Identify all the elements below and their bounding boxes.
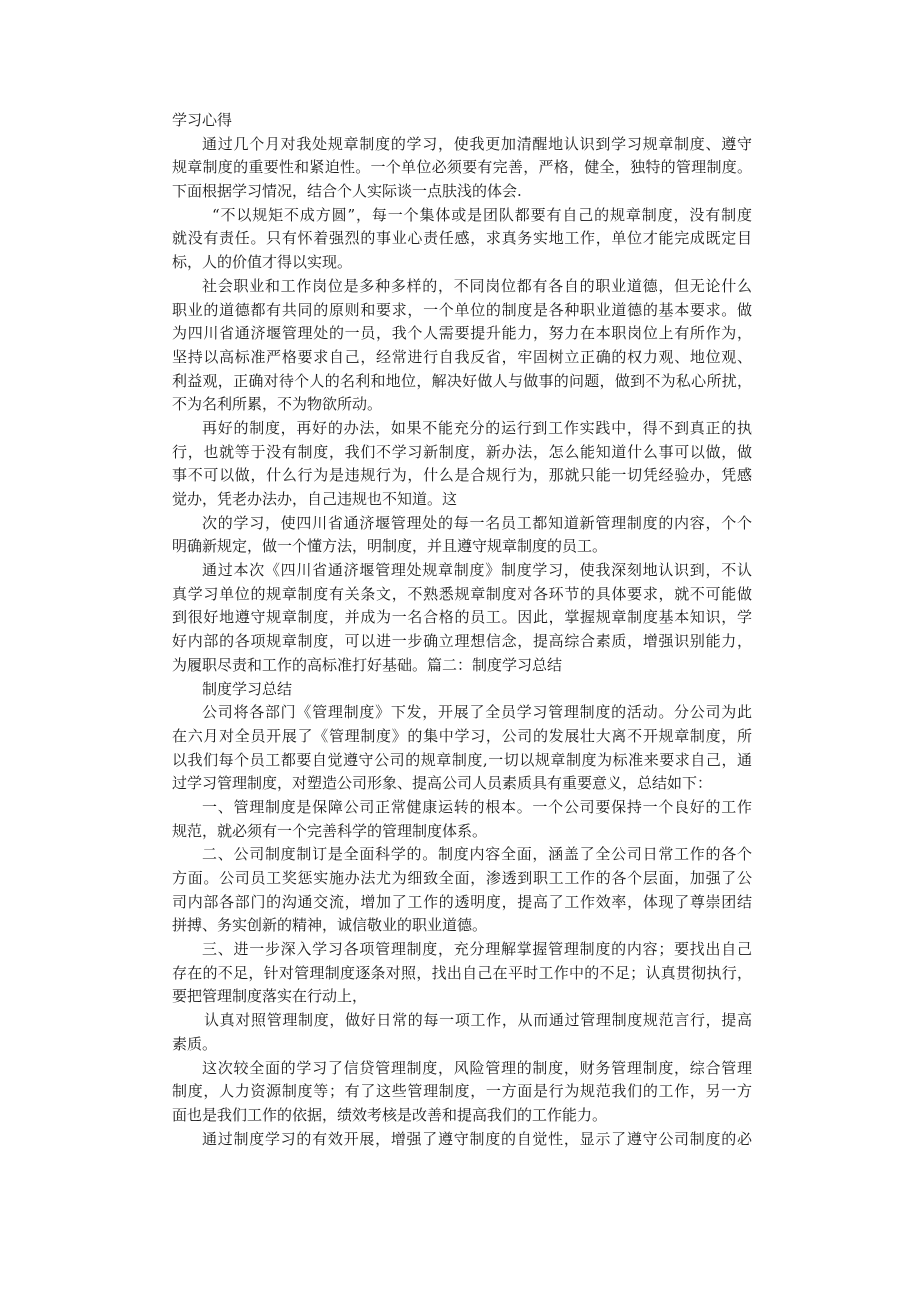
text-line: 方面。公司员工奖惩实施办法尤为细致全面，渗透到职工工作的各个层面，加强了公: [172, 869, 752, 887]
text-line: 事不可以做，什么行为是违规行为，什么是合规行为，那就只能一切凭经验办，凭感: [172, 466, 752, 485]
text-line: 社会职业和工作岗位是多种多样的，不同岗位都有各自的职业道德，但无论什么: [202, 276, 752, 295]
text-line: 这次较全面的学习了信贷管理制度，风险管理的制度，财务管理制度，综合管理: [202, 1058, 752, 1077]
text-line: 行，也就等于没有制度，我们不学习新制度，新办法，怎么能知道什么事可以做，做: [172, 442, 752, 461]
text-line: 拼搏、务实创新的精神，诚信敬业的职业道德。: [172, 916, 488, 935]
text-line: 素质。: [172, 1034, 218, 1053]
text-line: 下面根据学习情况，结合个人实际谈一点肤浅的体会.: [172, 182, 522, 201]
text-line: 过学习管理制度，对塑造公司形象、提高公司人员素质具有重要意义，总结如下：: [172, 774, 713, 793]
text-line: 标，人的价值才得以实现。: [172, 253, 353, 272]
text-line: 觉办，凭老办法办，自己违规也不知道。这: [172, 490, 458, 508]
text-line: 在六月对全员开展了《管理制度》的集中学习，公司的发展壮大离不开规章制度，所: [172, 726, 752, 745]
text-line: 明确新规定，做一个懂方法，明制度，并且遵守规章制度的员工。: [172, 537, 608, 556]
text-line: 通过制度学习的有效开展，增强了遵守制度的自觉性，显示了遵守公司制度的必: [202, 1129, 752, 1148]
text-line: 规范，就必须有一个完善科学的管理制度体系。: [172, 821, 488, 840]
text-line: 认真对照管理制度，做好日常的每一项工作，从而通过管理制度规范言行，提高: [204, 1011, 752, 1030]
text-line: 利益观，正确对待个人的名利和地位，解决好做人与做事的问题，做到不为私心所扰，: [172, 371, 752, 390]
text-line: “不以规矩不成方圆”，每一个集体或是团队都要有自己的规章制度，没有制度: [212, 205, 752, 224]
text-line: 规章制度的重要性和紧迫性。一个单位必须要有完善，严格，健全，独特的管理制度。: [172, 158, 752, 177]
document-body: [172, 109, 752, 1151]
text-line: 面也是我们工作的依据，绩效考核是改善和提高我们的工作能力。: [172, 1105, 608, 1124]
text-line: 通过几个月对我处规章制度的学习，使我更加清醒地认识到学习规章制度、遵守: [202, 134, 752, 153]
text-line: 再好的制度，再好的办法，如果不能充分的运行到工作实践中，得不到真正的执: [202, 418, 752, 437]
text-line: 次的学习，使四川省通济堰管理处的每一名员工都知道新管理制度的内容，个个: [202, 513, 752, 532]
text-line: 通过本次《四川省通济堰管理处规章制度》制度学习，使我深刻地认识到，不认: [202, 561, 752, 580]
text-line: 坚持以高标准严格要求自己，经常进行自我反省，牢固树立正确的权力观、地位观、: [172, 347, 752, 366]
text-line: 一、管理制度是保障公司正常健康运转的根本。一个公司要保持一个良好的工作: [202, 797, 752, 816]
text-line: 要把管理制度落实在行动上，: [172, 987, 368, 1006]
text-line: 三、进一步深入学习各项管理制度，充分理解掌握管理制度的内容；要找出自己: [202, 940, 752, 959]
text-line: 到很好地遵守规章制度，并成为一名合格的员工。因此，掌握规章制度基本知识，学: [172, 608, 752, 627]
text-line: 公司将各部门《管理制度》下发，开展了全员学习管理制度的活动。分公司为此: [202, 703, 752, 722]
text-line: 司内部各部门的沟通交流，增加了工作的透明度，提高了工作效率，体现了尊崇团结: [172, 892, 752, 911]
text-line: 就没有责任。只有怀着强烈的事业心责任感，求真务实地工作，单位才能完成既定目: [172, 229, 752, 248]
text-line: 为四川省通济堰管理处的一员，我个人需要提升能力，努力在本职岗位上有所作为，: [172, 324, 752, 343]
text-line: 为履职尽责和工作的高标准打好基础。篇二：制度学习总结: [172, 655, 563, 674]
text-line: 好内部的各项规章制度，可以进一步确立理想信念，提高综合素质，增强识别能力，: [172, 632, 752, 651]
text-line: 职业的道德都有共同的原则和要求，一个单位的制度是各种职业道德的基本要求。做: [172, 300, 752, 319]
text-line: 真学习单位的规章制度有关条文，不熟悉规章制度对各环节的具体要求，就不可能做: [172, 584, 752, 603]
text-line: 存在的不足，针对管理制度逐条对照，找出自己在平时工作中的不足；认真贯彻执行，: [172, 963, 752, 982]
text-line: 以我们每个员工都要自觉遵守公司的规章制度,一切以规章制度为标准来要求自己，通: [172, 750, 752, 769]
text-line: 二、公司制度制订是全面科学的。制度内容全面，涵盖了全公司日常工作的各个: [202, 845, 752, 864]
section-heading: 制度学习总结: [202, 679, 293, 698]
document-title: 学习心得: [172, 111, 233, 129]
text-line: 不为名利所累，不为物欲所动。: [172, 395, 383, 414]
text-line: 制度，人力资源制度等；有了这些管理制度，一方面是行为规范我们的工作，另一方: [172, 1082, 752, 1101]
